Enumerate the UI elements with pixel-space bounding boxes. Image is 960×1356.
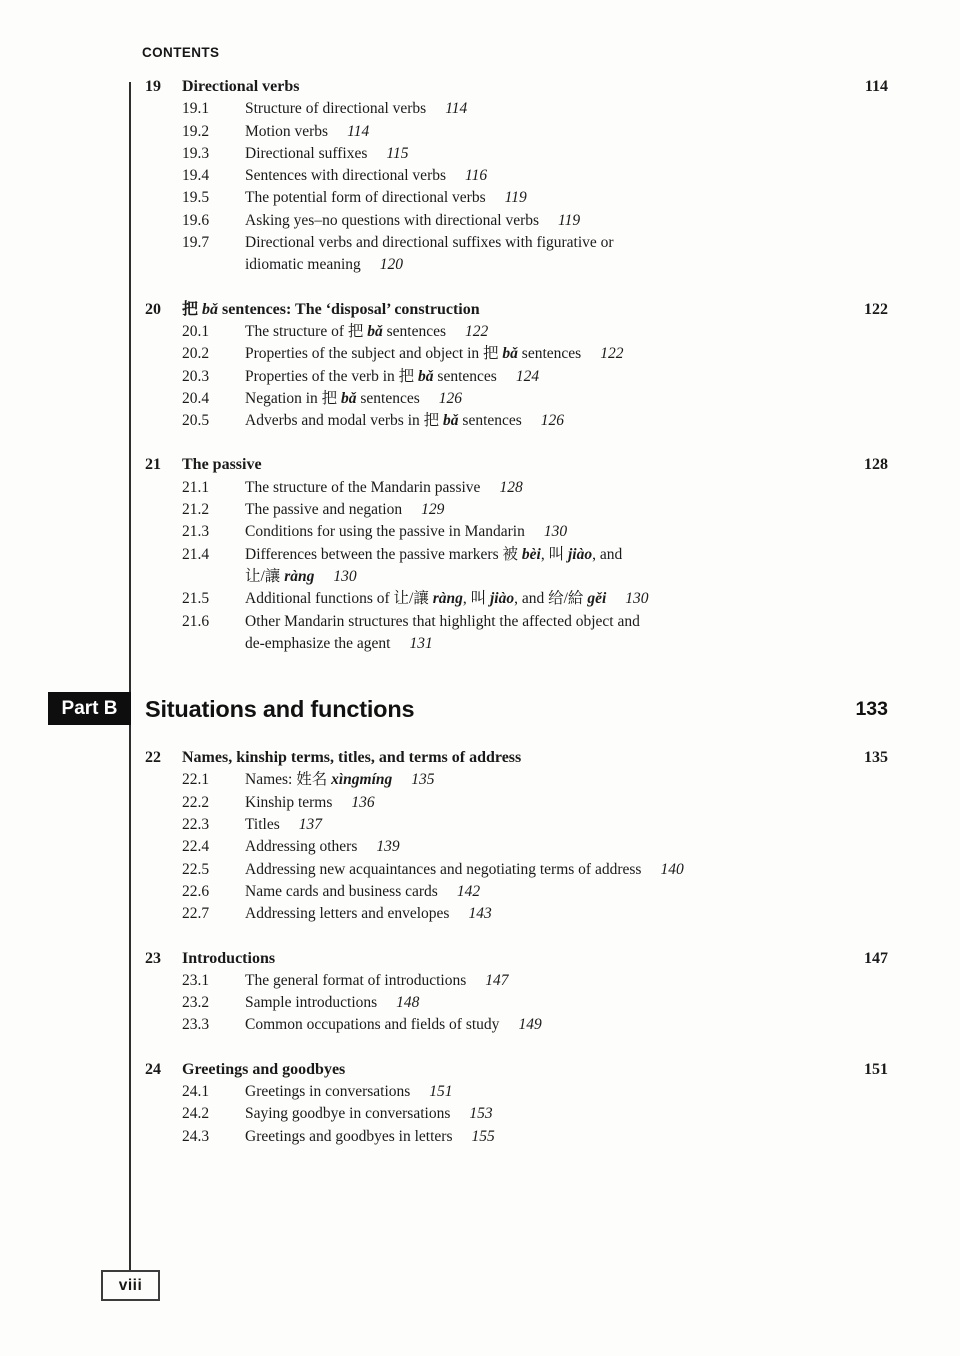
text-segment: Introductions — [182, 949, 276, 967]
text-segment: Names, kinship terms, titles, and terms of address — [182, 749, 522, 767]
entry-number: 23.2 — [182, 994, 210, 1012]
text-segment: Asking yes–no questions with directional verbs — [245, 211, 540, 229]
entry-number: 19.6 — [182, 211, 210, 229]
chapter-block — [145, 299, 888, 433]
entry-text — [245, 1081, 888, 1103]
text-segment: The structure of the Mandarin passive — [245, 478, 481, 496]
text-segment: Structure of directional verbs — [245, 100, 427, 118]
text-segment: The passive and negation — [245, 501, 403, 519]
text-segment: sentences — [458, 412, 522, 430]
entry-page: 126 — [540, 412, 565, 430]
text-segment: Addressing others — [245, 838, 358, 856]
text-segment: Titles — [245, 816, 280, 834]
toc-entry — [145, 992, 888, 1014]
footer-page-box — [101, 1270, 160, 1301]
entry-number: 21.4 — [182, 545, 210, 563]
entry-text — [245, 588, 888, 610]
entry-page: 129 — [421, 501, 445, 519]
part-badge: Part B — [48, 692, 131, 725]
entry-number: 21.3 — [182, 523, 210, 541]
toc-entry — [145, 366, 888, 388]
entry-page: 149 — [518, 1016, 542, 1034]
text-segment: , and 给/給 — [514, 590, 588, 608]
entry-number: 23.1 — [182, 971, 210, 989]
chapter-heading — [145, 948, 888, 970]
text-segment: Adverbs and modal verbs in 把 — [245, 412, 444, 430]
text-segment: The potential form of directional verbs — [245, 189, 486, 207]
entry-page: 122 — [600, 345, 624, 363]
entry-text — [245, 187, 888, 209]
chapter-heading — [145, 1059, 888, 1081]
footer-page-number: viii — [118, 1276, 143, 1294]
entry-number: 22.1 — [182, 771, 210, 789]
chapter-block — [145, 948, 888, 1037]
entry-page: 135 — [411, 771, 435, 789]
text-segment: Negation in 把 — [245, 389, 341, 407]
entry-text — [245, 970, 888, 992]
entry-text — [245, 881, 888, 903]
text-segment: Sample introductions — [245, 994, 378, 1012]
toc-entry — [145, 970, 888, 992]
entry-page: 140 — [660, 860, 684, 878]
entry-number: 21.2 — [182, 501, 210, 519]
entry-text — [245, 1014, 888, 1036]
pinyin-term: jiào — [567, 545, 593, 563]
toc-entry — [145, 859, 888, 881]
entry-number: 22.4 — [182, 838, 210, 856]
toc-entry — [145, 792, 888, 814]
entry-number: 19.3 — [182, 144, 210, 162]
toc-entry — [145, 1126, 888, 1148]
entry-text — [245, 792, 888, 814]
chapter-page: 135 — [864, 749, 888, 767]
entry-text — [245, 165, 888, 187]
entry-number: 22.5 — [182, 860, 210, 878]
toc-entry — [145, 1014, 888, 1036]
entry-page: 137 — [298, 816, 323, 834]
toc-entry — [145, 165, 888, 187]
chapter-heading — [145, 299, 888, 321]
toc-entry — [145, 410, 888, 432]
text-segment: Addressing new acquaintances and negotiating terms of address — [245, 860, 642, 878]
entry-text — [245, 388, 888, 410]
entry-number: 19.2 — [182, 122, 210, 140]
pinyin-term: ràng — [284, 567, 315, 585]
text-segment: 把 — [182, 300, 203, 318]
text-segment: sentences — [433, 367, 497, 385]
toc-entry — [145, 388, 888, 410]
text-segment: 让/讓 — [245, 567, 285, 585]
chapter-title — [182, 454, 864, 476]
toc-entry — [145, 611, 888, 656]
text-segment: sentences: The ‘disposal’ construction — [218, 300, 480, 318]
entry-page: 139 — [376, 838, 400, 856]
entry-number: 23.3 — [182, 1016, 210, 1034]
entry-text — [245, 611, 888, 656]
entry-text — [245, 343, 888, 365]
toc-entry — [145, 187, 888, 209]
text-segment: , 叫 — [462, 590, 490, 608]
text-segment: Sentences with directional verbs — [245, 167, 447, 185]
toc-entry — [145, 343, 888, 365]
entry-page: 148 — [396, 994, 420, 1012]
entry-page: 130 — [543, 523, 568, 541]
text-segment: Greetings and goodbyes — [182, 1060, 346, 1078]
part-title: Situations and functions — [145, 695, 415, 722]
text-segment: Properties of the subject and object in 把 — [245, 345, 503, 363]
chapter-title — [182, 299, 864, 321]
entry-number: 19.5 — [182, 189, 210, 207]
text-segment: Greetings and goodbyes in letters — [245, 1127, 453, 1145]
entry-text — [245, 1103, 888, 1125]
chapter-heading — [145, 76, 888, 98]
entry-text — [245, 477, 888, 499]
entry-page: 130 — [625, 590, 649, 608]
entry-page: 120 — [379, 256, 404, 274]
toc-entry — [145, 499, 888, 521]
text-segment: Motion verbs — [245, 122, 329, 140]
entry-text — [245, 499, 888, 521]
entry-number: 20.1 — [182, 322, 210, 340]
toc-entry — [145, 121, 888, 143]
entry-page: 114 — [347, 122, 370, 140]
pinyin-term: jiào — [490, 590, 515, 608]
toc-entry — [145, 588, 888, 610]
chapter-block — [145, 454, 888, 655]
chapter-page: 151 — [864, 1060, 888, 1078]
entry-page: 122 — [465, 322, 489, 340]
toc-entry — [145, 903, 888, 925]
entry-page: 114 — [445, 100, 468, 118]
pinyin-term: bǎ — [502, 345, 518, 363]
chapter-title — [182, 1059, 864, 1081]
entry-number: 22.6 — [182, 882, 210, 900]
entry-text — [245, 321, 888, 343]
text-segment: , and — [592, 545, 623, 563]
entry-text — [245, 769, 888, 791]
text-segment: Other Mandarin structures that highlight the affected object and — [245, 612, 640, 630]
part-heading — [61, 692, 888, 726]
entry-page: 119 — [504, 189, 527, 207]
pinyin-term: bèi — [521, 545, 541, 563]
toc-entry — [145, 98, 888, 120]
entry-number: 19.1 — [182, 100, 210, 118]
entry-text — [245, 1126, 888, 1148]
pinyin-term: gěi — [587, 590, 607, 608]
toc-entry — [145, 769, 888, 791]
chapter-number: 24 — [145, 1060, 161, 1078]
text-segment: Common occupations and fields of study — [245, 1016, 500, 1034]
chapter-block — [145, 747, 888, 925]
chapter-title — [182, 948, 864, 970]
entry-text — [245, 544, 888, 589]
pinyin-term: bǎ — [341, 389, 357, 407]
chapter-heading — [145, 747, 888, 769]
entry-text — [245, 98, 888, 120]
entry-page: 151 — [429, 1082, 453, 1100]
text-segment: Addressing letters and envelopes — [245, 905, 450, 923]
text-segment: The passive — [182, 456, 262, 474]
text-segment: sentences — [382, 322, 447, 340]
chapter-number: 22 — [145, 749, 161, 767]
entry-page: 116 — [465, 167, 488, 185]
entry-page: 130 — [333, 567, 357, 585]
text-segment: The structure of 把 — [245, 322, 368, 340]
part-page: 133 — [855, 697, 888, 720]
entry-number: 21.1 — [182, 478, 210, 496]
toc-entry — [145, 1103, 888, 1125]
entry-number: 21.5 — [182, 590, 210, 608]
pinyin-term: xìngmíng — [331, 771, 393, 789]
pinyin-term: bǎ — [367, 322, 383, 340]
contents-header: CONTENTS — [142, 45, 220, 60]
text-segment: Saying goodbye in conversations — [245, 1105, 451, 1123]
toc-entry — [145, 544, 888, 589]
entry-page: 115 — [386, 144, 409, 162]
toc-entry — [145, 477, 888, 499]
entry-text — [245, 521, 888, 543]
chapter-number: 21 — [145, 456, 161, 474]
entry-number: 22.7 — [182, 905, 210, 923]
text-segment: Kinship terms — [245, 793, 333, 811]
text-segment: Directional verbs and directional suffixes with figurative or — [245, 234, 614, 252]
entry-page: 136 — [351, 793, 375, 811]
chapter-page: 122 — [864, 300, 888, 318]
text-segment: Directional verbs — [182, 78, 300, 95]
text-segment: de-emphasize the agent — [245, 634, 391, 652]
toc-entry — [145, 321, 888, 343]
text-segment: Conditions for using the passive in Mandarin — [245, 523, 525, 541]
entry-number: 24.1 — [182, 1082, 210, 1100]
toc-main — [61, 76, 888, 1170]
entry-text — [245, 992, 888, 1014]
text-segment: Names: 姓名 — [245, 771, 332, 789]
toc-entry — [145, 143, 888, 165]
entry-number: 20.3 — [182, 367, 210, 385]
entry-page: 128 — [499, 478, 523, 496]
entry-page: 119 — [558, 211, 581, 229]
entry-text — [245, 903, 888, 925]
entry-text — [245, 410, 888, 432]
entry-text — [245, 814, 888, 836]
chapter-block — [145, 76, 888, 277]
entry-page: 126 — [438, 389, 463, 407]
toc-entry — [145, 232, 888, 277]
entry-page: 147 — [485, 971, 509, 989]
text-segment: The general format of introductions — [245, 971, 467, 989]
entry-number: 20.5 — [182, 412, 210, 430]
entry-number: 24.3 — [182, 1127, 210, 1145]
entry-number: 22.2 — [182, 793, 210, 811]
pinyin-term: bǎ — [418, 367, 434, 385]
entry-text — [245, 210, 888, 232]
entry-text — [245, 143, 888, 165]
chapter-page: 128 — [864, 456, 888, 474]
toc-entry — [145, 521, 888, 543]
chapter-title — [182, 747, 864, 769]
entry-text — [245, 121, 888, 143]
entry-page: 155 — [471, 1127, 495, 1145]
entry-text — [245, 232, 888, 277]
text-segment: sentences — [517, 345, 582, 363]
entry-number: 21.6 — [182, 612, 210, 630]
entry-text — [245, 859, 888, 881]
chapter-heading — [145, 454, 888, 476]
text-segment: sentences — [356, 389, 420, 407]
toc-entry — [145, 210, 888, 232]
entry-text — [245, 836, 888, 858]
text-segment: Greetings in conversations — [245, 1082, 411, 1100]
margin-rule — [129, 82, 131, 1270]
chapter-page: 147 — [864, 949, 888, 967]
entry-page: 142 — [456, 882, 481, 900]
text-segment: Additional functions of 让/讓 — [245, 590, 433, 608]
toc-entry — [145, 814, 888, 836]
pinyin-term: bǎ — [443, 412, 459, 430]
entry-number: 22.3 — [182, 816, 210, 834]
entry-page: 143 — [468, 905, 492, 923]
text-segment: Differences between the passive markers 被 — [245, 545, 522, 563]
text-segment: Name cards and business cards — [245, 882, 438, 900]
entry-number: 20.2 — [182, 345, 210, 363]
text-segment: Properties of the verb in 把 — [245, 367, 419, 385]
text-segment: Directional suffixes — [245, 144, 368, 162]
chapter-block — [145, 1059, 888, 1148]
text-segment: idiomatic meaning — [245, 256, 361, 274]
text-segment: , 叫 — [540, 545, 568, 563]
chapter-number: 23 — [145, 949, 161, 967]
entry-page: 124 — [515, 367, 540, 385]
entry-page: 131 — [409, 634, 433, 652]
entry-page: 153 — [469, 1105, 493, 1123]
chapter-number: 19 — [145, 78, 161, 95]
entry-number: 24.2 — [182, 1105, 210, 1123]
entry-number: 20.4 — [182, 389, 210, 407]
pinyin-term: ràng — [432, 590, 463, 608]
toc-entry — [145, 836, 888, 858]
entry-text — [245, 366, 888, 388]
toc-entry — [145, 1081, 888, 1103]
chapter-number: 20 — [145, 300, 161, 318]
entry-number: 19.7 — [182, 234, 210, 252]
entry-number: 19.4 — [182, 167, 210, 185]
toc-entry — [145, 881, 888, 903]
pinyin-term: bǎ — [202, 300, 219, 318]
chapter-page: 114 — [864, 78, 888, 95]
chapter-title — [182, 76, 865, 98]
